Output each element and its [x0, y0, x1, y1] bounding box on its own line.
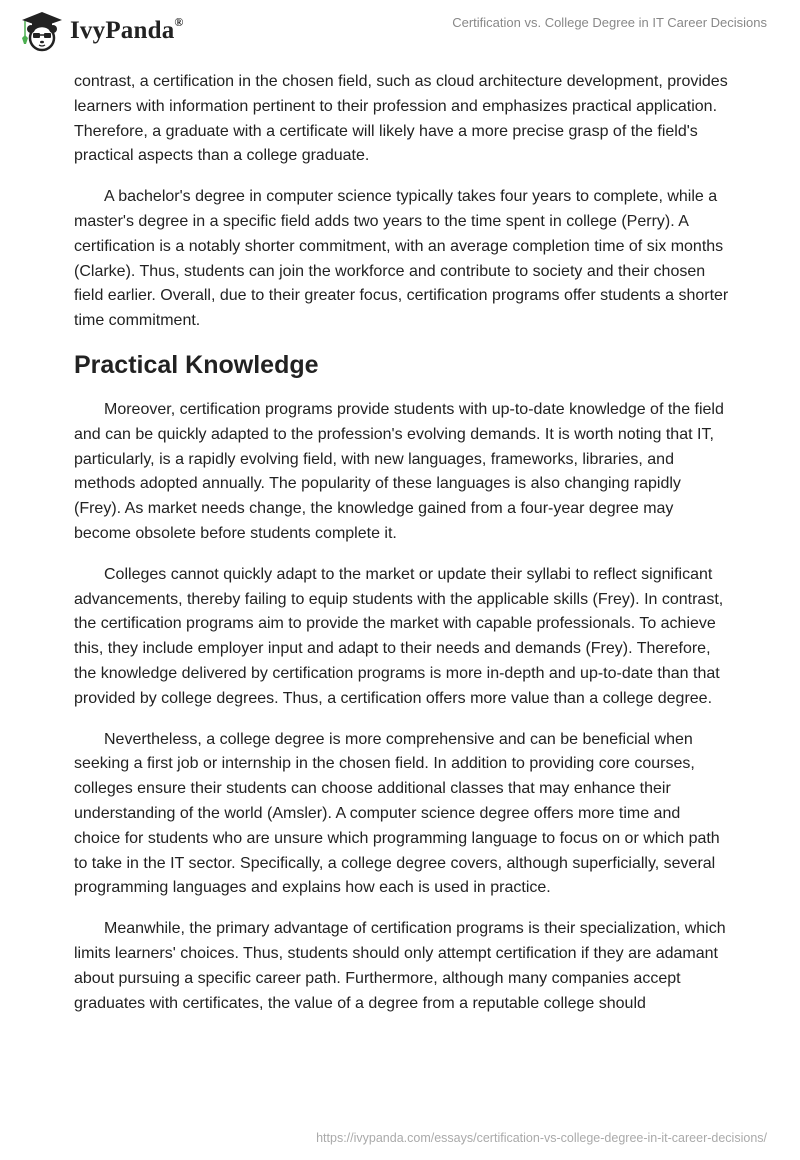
- paragraph: Meanwhile, the primary advantage of certification programs is their specialization, which limits learners' choices. Thus, students should only attempt certification if they are adamant about pursuing a specific career path. Furthermore, although many companies accept graduates with certificates, the value of a degree from a reputable college should: [74, 920, 726, 1012]
- paragraph: Nevertheless, a college degree is more comprehensive and can be beneficial when seeking a first job or internship in the chosen field. In addition to providing core courses, colleges ensure their students can choose additional classes that may enhance their understanding of the world (Amsler). A computer science degree offers more time and choice for students who are unsure which programming language to focus on or which path to take in the IT sector. Specifically, a college degree covers, although superficially, several programming languages and explains how each is used in practice.: [74, 730, 720, 897]
- brand-name: IvyPanda®: [70, 15, 184, 44]
- paragraph: Colleges cannot quickly adapt to the market or update their syllabi to reflect significant advancements, thereby failing to equip students with the applicable skills (Frey). In contrast, the certification programs aim to provide the market with capable professionals. To achieve this, they include employer input and adapt to their needs and demands (Frey). Therefore, the knowledge delivered by certification programs is more in-depth and up-to-date than that provided by college degrees. Thus, a certification offers more value than a college degree.: [74, 565, 724, 707]
- panda-graduate-icon: [18, 10, 66, 52]
- document-title: Certification vs. College Degree in IT Career Decisions: [452, 15, 767, 30]
- source-url[interactable]: https://ivypanda.com/essays/certification-vs-college-degree-in-it-career-decisions/: [316, 1131, 767, 1145]
- paragraph: Moreover, certification programs provide students with up-to-date knowledge of the field and can be quickly adapted to the profession's evolving demands. It is worth noting that IT, particularly, is a rapidly evolving field, with new languages, frameworks, libraries, and methods adopted annually. The popularity of these languages is also changing rapidly (Frey). As market needs change, the knowledge gained from a four-year degree may become obsolete before students complete it.: [74, 400, 724, 542]
- essay-content: [74, 70, 730, 1032]
- section-heading: Practical Knowledge: [74, 350, 319, 379]
- paragraph: A bachelor's degree in computer science typically takes four years to complete, while a master's degree in a specific field adds two years to the time spent in college (Perry). A certification is a notably shorter commitment, with an average completion time of six months (Clarke). Thus, students can join the workforce and contribute to society and their chosen field earlier. Overall, due to their greater focus, certification programs offer students a shorter time commitment.: [74, 188, 729, 330]
- brand-logo[interactable]: [18, 10, 184, 52]
- paragraph: contrast, a certification in the chosen field, such as cloud architecture development, provides learners with information pertinent to their profession and emphasizes practical application. Therefore, a graduate with a certificate will likely have a more precise grasp of the field's practical aspects than a college graduate.: [74, 73, 728, 165]
- page-header: [0, 0, 800, 50]
